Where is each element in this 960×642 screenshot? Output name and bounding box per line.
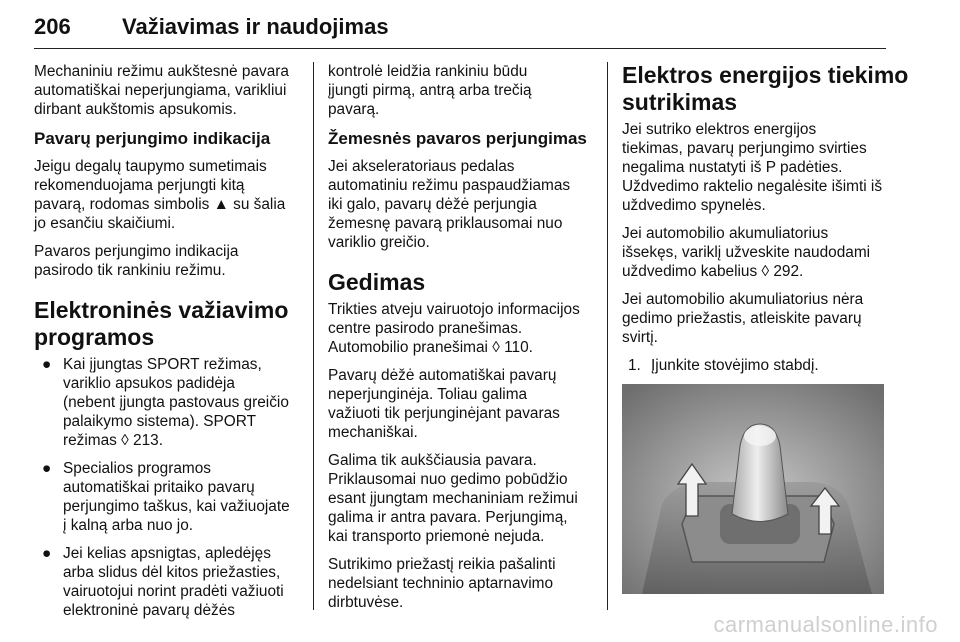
text-line: žemesnę pavarą priklausomai nuo (328, 215, 563, 232)
bullet-list (34, 355, 302, 620)
text-line: Kai įjungtas SPORT režimas, (63, 356, 262, 373)
paragraph (34, 157, 302, 233)
text-line: perjungimo taškus, kai važiuojate (63, 498, 290, 515)
bullet-icon: ● (42, 356, 52, 373)
list-item (34, 544, 302, 620)
paragraph (328, 366, 596, 442)
text-line: Jeigu degalų taupymo sumetimais (34, 158, 267, 175)
text-line: Jei akseleratoriaus pedalas (328, 158, 515, 175)
text-line: Galima tik aukščiausia pavara. (328, 452, 537, 469)
heading-line: Elektros energijos tiekimo (622, 62, 909, 88)
text-line: uždvedimo kabelius ◊ 292. (622, 263, 804, 280)
heading-kickdown: Žemesnės pavaros perjungimas (328, 129, 587, 148)
text-line: pavarą, rodomas simbolis ▲ su šalia (34, 196, 286, 213)
page-header (34, 14, 886, 50)
heading-gear-indication: Pavarų perjungimo indikacija (34, 129, 271, 148)
list-item (34, 355, 302, 450)
watermark-text: carmanualsonline.info (713, 612, 938, 637)
text-line: negalima nustatyti iš P padėties. (622, 159, 843, 176)
text-line: vairuotojui norint pradėti važiuoti (63, 583, 284, 600)
text-line: variklio greičio. (328, 234, 430, 251)
text-line: tiekimas, pavarų perjungimo svirties (622, 140, 867, 157)
text-line: uždvedimo spynelės. (622, 197, 766, 214)
list-item (34, 459, 302, 535)
text-line: pasirodo tik rankiniu režimu. (34, 262, 226, 279)
paragraph (328, 451, 596, 546)
text-line: galima ir antra pavara. Perjungimą, (328, 509, 568, 526)
text-line: automatiniu režimu paspaudžiamas (328, 177, 571, 194)
text-line: svirtį. (622, 329, 658, 346)
text-line: dirbtuvėse. (328, 594, 404, 611)
page-number: 206 (34, 14, 71, 39)
heading-line: sutrikimas (622, 89, 738, 115)
bullet-icon: ● (42, 460, 52, 477)
text-line: mechaniškai. (328, 424, 418, 441)
column-right (622, 62, 909, 594)
text-line: įjungti pirmą, antrą arba trečią (328, 82, 532, 99)
numbered-list (622, 356, 888, 375)
list-item (622, 356, 888, 375)
text-line: neperjunginėja. Toliau galima (328, 386, 528, 403)
text-line: rekomenduojama perjungti kitą (34, 177, 245, 194)
text-line: pavarą. (328, 101, 380, 118)
text-line: Pavaros perjungimo indikacija (34, 243, 239, 260)
text-line: Jei automobilio akumuliatorius (622, 225, 829, 242)
text-line: Automobilio pranešimai ◊ 110. (328, 339, 533, 356)
text-line: gedimo priežastis, atleiskite pavarų (622, 310, 862, 327)
intro-paragraph (34, 62, 302, 119)
paragraph (622, 290, 888, 347)
text-line: Pavarų dėžė automatiškai pavarų (328, 367, 557, 384)
paragraph (328, 555, 596, 612)
paragraph (328, 300, 596, 357)
text-line: palaikymo sistema). SPORT (63, 413, 257, 430)
text-line: režimas ◊ 213. (63, 432, 163, 449)
paragraph (34, 242, 302, 280)
text-line: jo esančiu skaičiumi. (34, 215, 176, 232)
watermark (0, 612, 960, 638)
text-line: Mechaniniu režimu aukštesnė pavara (34, 63, 289, 80)
text-line: automatiškai pritaiko pavarų (63, 479, 255, 496)
text-line: variklio apsukos padidėja (63, 375, 235, 392)
knob-highlight (744, 426, 776, 446)
text-line: nedelsiant techninio aptarnavimo (328, 575, 554, 592)
heading-fault: Gedimas (328, 269, 426, 295)
column-divider (313, 62, 314, 610)
running-title: Važiavimas ir naudojimas (122, 14, 389, 39)
paragraph (622, 120, 888, 215)
header-rule (34, 48, 886, 49)
heading-line: Elektroninės važiavimo (34, 297, 289, 323)
heading-power-failure (622, 62, 909, 116)
column-divider (607, 62, 608, 610)
text-line: Specialios programos (63, 460, 211, 477)
text-line: Priklausomai nuo gedimo pobūdžio (328, 471, 568, 488)
paragraph (622, 224, 888, 281)
text-line: centre pasirodo pranešimas. (328, 320, 523, 337)
heading-line: programos (34, 324, 155, 350)
text-line: dirbant aukštomis apsukomis. (34, 101, 237, 118)
gear-lever-image (622, 384, 884, 594)
bullet-icon: ● (42, 545, 52, 562)
step-number: 1. (628, 357, 641, 374)
text-line: išsekęs, variklį užveskite naudodami (622, 244, 871, 261)
text-line: važiuoti tik perjunginėjant pavaras (328, 405, 560, 422)
text-line: elektroninė pavarų dėžės (63, 602, 235, 619)
column-left (34, 62, 302, 629)
heading-electronic-programs (34, 297, 302, 351)
text-line: Jei kelias apsnigtas, apledėjęs (63, 545, 271, 562)
text-line: kai transporto priemonė nejuda. (328, 528, 545, 545)
text-line: arba slidus dėl kitos priežasties, (63, 564, 281, 581)
text-line: esant įjungtam mechaniniam režimui (328, 490, 578, 507)
paragraph (328, 157, 596, 252)
gear-lever-illustration (622, 384, 884, 594)
text-line: automatiškai neperjungiama, varikliui (34, 82, 287, 99)
text-line: Uždvedimo raktelio negalėsite išimti iš (622, 178, 883, 195)
column-middle (328, 62, 596, 621)
paragraph (328, 62, 596, 119)
text-line: į kalną arba nuo jo. (63, 517, 194, 534)
text-line: Sutrikimo priežastį reikia pašalinti (328, 556, 556, 573)
text-line: (nebent įjungta pastovaus greičio (63, 394, 289, 411)
text-line: iki galo, pavarų dėžė perjungia (328, 196, 537, 213)
step-text: Įjunkite stovėjimo stabdį. (651, 357, 819, 374)
text-line: Trikties atveju vairuotojo informacijos (328, 301, 580, 318)
text-line: kontrolė leidžia rankiniu būdu (328, 63, 528, 80)
text-line: Jei sutriko elektros energijos (622, 121, 817, 138)
text-line: Jei automobilio akumuliatorius nėra (622, 291, 864, 308)
